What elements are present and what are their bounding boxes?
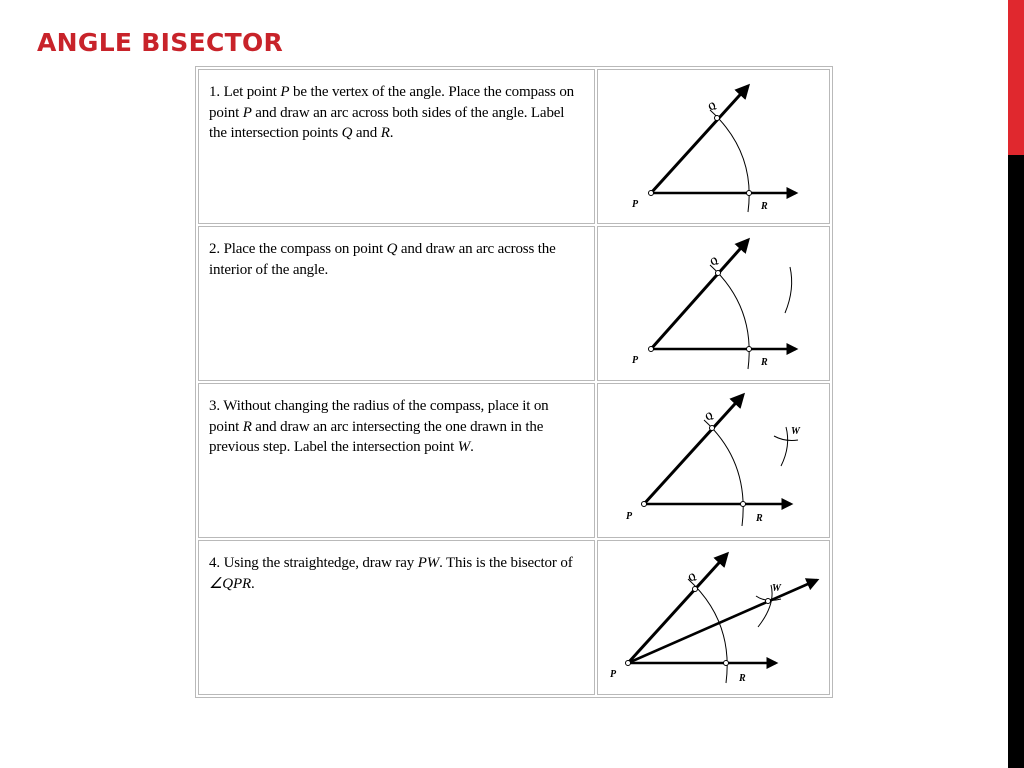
step-row-1 bbox=[198, 69, 830, 224]
step-2-text: 2. Place the compass on point Q and draw an arc across the interior of the angle. bbox=[209, 241, 556, 278]
side-accent-bar-black bbox=[1008, 155, 1024, 768]
label-w: W bbox=[791, 426, 800, 437]
step-2-text-cell bbox=[198, 226, 595, 381]
side-accent-bar-red bbox=[1008, 0, 1024, 155]
step-4-figure-cell bbox=[597, 540, 830, 695]
step-row-4 bbox=[198, 540, 830, 695]
step-2-figure-cell bbox=[597, 226, 830, 381]
step-1-figure bbox=[598, 70, 829, 223]
arc-from-p bbox=[704, 420, 743, 526]
arc-from-q bbox=[785, 267, 792, 313]
step-2-figure bbox=[598, 227, 829, 380]
point-r bbox=[747, 191, 752, 196]
point-p bbox=[649, 347, 654, 352]
step-1-text-cell bbox=[198, 69, 595, 224]
label-r: R bbox=[756, 513, 763, 524]
label-q: Q bbox=[708, 255, 721, 269]
slide-title: ANGLE BISECTOR bbox=[37, 28, 284, 57]
arc-from-p bbox=[710, 265, 749, 369]
steps-table bbox=[195, 66, 833, 698]
point-p bbox=[649, 191, 654, 196]
step-1-text: 1. Let point P be the vertex of the angle. Place the compass on point P and draw an arc across both sides of the angle. Label the intersection points Q and R. bbox=[209, 84, 575, 141]
label-r: R bbox=[761, 357, 768, 368]
step-3-text-cell bbox=[198, 383, 595, 538]
arc-from-p bbox=[710, 110, 749, 212]
step-4-figure bbox=[598, 541, 829, 694]
label-w: W bbox=[772, 583, 781, 594]
label-q: Q bbox=[706, 100, 719, 114]
step-4-text: 4. Using the straightedge, draw ray PW. This is the bisector of ∠QPR. bbox=[209, 555, 573, 592]
step-row-3 bbox=[198, 383, 830, 538]
step-3-figure bbox=[598, 384, 829, 537]
step-4-text-cell bbox=[198, 540, 595, 695]
point-r bbox=[747, 347, 752, 352]
step-3-text: 3. Without changing the radius of the compass, place it on point R and draw an arc intersecting the one drawn in the previous step. Label the intersection point W. bbox=[209, 398, 549, 455]
label-r: R bbox=[761, 201, 768, 212]
point-q bbox=[693, 587, 698, 592]
point-r bbox=[741, 502, 746, 507]
ray-pw-bisector bbox=[628, 580, 817, 663]
label-q: Q bbox=[703, 410, 716, 424]
point-q bbox=[710, 426, 715, 431]
arc-from-p bbox=[688, 579, 727, 683]
label-p: P bbox=[632, 199, 639, 210]
label-p: P bbox=[626, 511, 633, 522]
point-w bbox=[766, 599, 771, 604]
label-q: Q bbox=[686, 571, 699, 585]
ray-pq bbox=[651, 240, 748, 349]
arc-from-q bbox=[781, 427, 788, 466]
point-q bbox=[716, 271, 721, 276]
point-q bbox=[715, 116, 720, 121]
step-3-figure-cell bbox=[597, 383, 830, 538]
label-p: P bbox=[632, 355, 639, 366]
label-p: P bbox=[610, 669, 617, 680]
point-p bbox=[626, 661, 631, 666]
step-1-figure-cell bbox=[597, 69, 830, 224]
point-r bbox=[724, 661, 729, 666]
label-r: R bbox=[739, 673, 746, 684]
point-p bbox=[642, 502, 647, 507]
ray-pq bbox=[651, 86, 748, 193]
step-row-2 bbox=[198, 226, 830, 381]
